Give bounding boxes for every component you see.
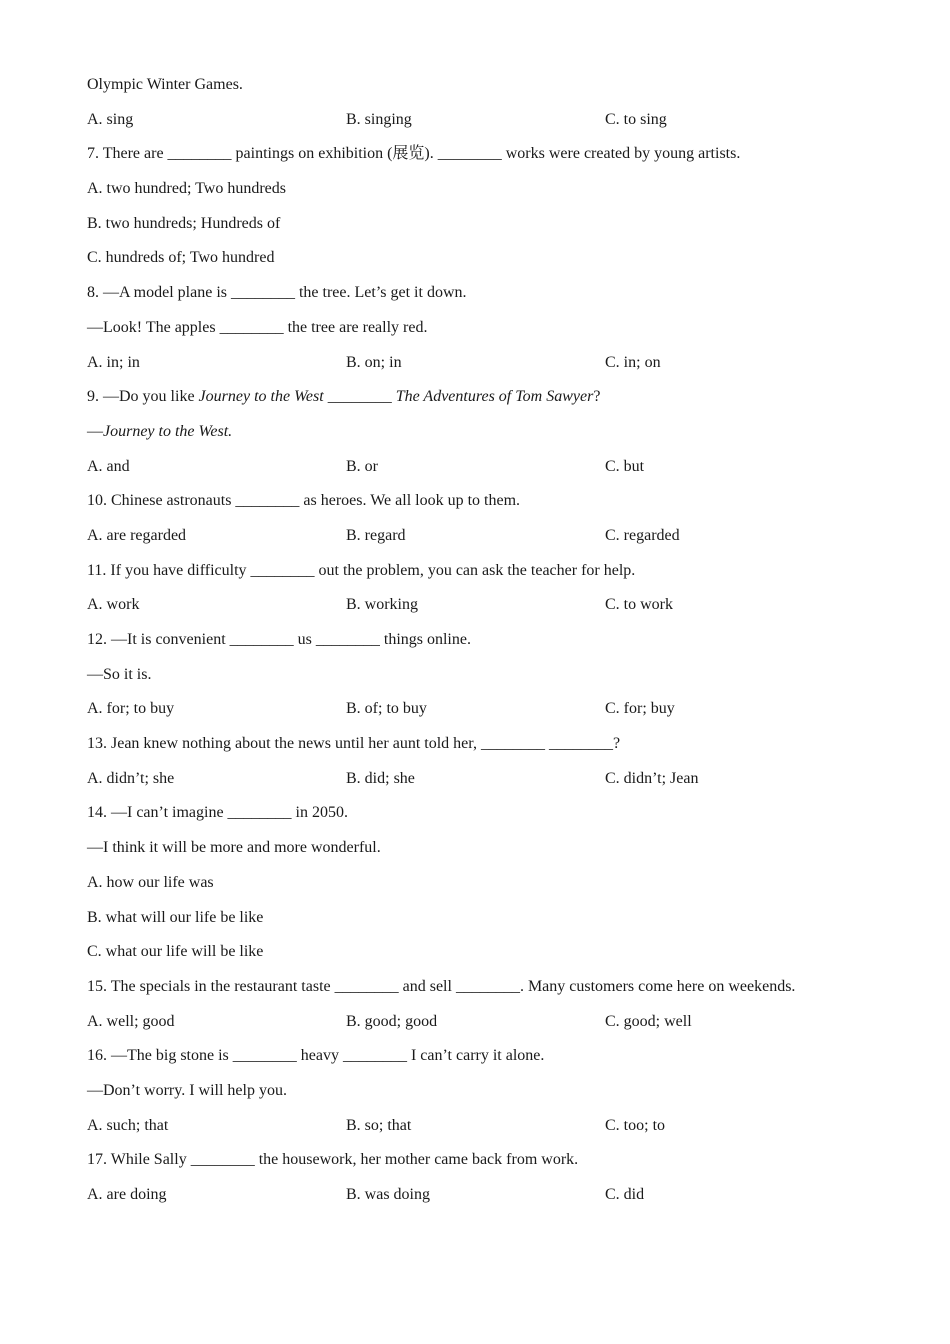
option-c: C. for; buy — [605, 700, 675, 718]
q13-options — [87, 762, 877, 797]
option-b: B. working — [346, 596, 418, 614]
q17-options — [87, 1178, 877, 1213]
option-a: A. didn’t; she — [87, 769, 175, 787]
q16-options — [87, 1109, 877, 1144]
option-a: A. work — [87, 596, 140, 614]
q16-stem: 16. —The big stone is ________ heavy ________ I can’t carry it alone. — [87, 1047, 545, 1065]
option-a: A. two hundred; Two hundreds — [87, 180, 287, 198]
option-b: B. singing — [346, 110, 412, 128]
q6-options — [87, 103, 877, 138]
q15-stem: 15. The specials in the restaurant taste ________ and sell ________. Many customers come here on weekends. — [87, 977, 796, 995]
question-list — [87, 68, 877, 1213]
q12-stem-reply: —So it is. — [87, 665, 152, 683]
option-a: A. such; that — [87, 1116, 169, 1134]
option-a: A. are regarded — [87, 526, 187, 544]
option-c: C. too; to — [605, 1116, 666, 1134]
option-a: A. are doing — [87, 1186, 167, 1203]
option-b: B. so; that — [346, 1116, 412, 1134]
option-b: B. or — [346, 457, 378, 475]
option-c: C. didn’t; Jean — [605, 769, 699, 787]
option-c: C. to sing — [605, 110, 667, 128]
q13-stem: 13. Jean knew nothing about the news until her aunt told her, ________ ________? — [87, 735, 621, 753]
option-b: B. two hundreds; Hundreds of — [87, 214, 281, 232]
q10-stem: 10. Chinese astronauts ________ as heroes. We all look up to them. — [87, 492, 521, 510]
option-a: A. how our life was — [87, 873, 214, 891]
option-c: C. what our life will be like — [87, 943, 264, 961]
q17-stem: 17. While Sally ________ the housework, her mother came back from work. — [87, 1151, 579, 1169]
q9-title-2: The Adventures of Tom Sawyer — [395, 388, 594, 406]
q14-stem-reply: —I think it will be more and more wonderful. — [87, 839, 381, 857]
option-a: A. and — [87, 457, 130, 475]
q9-reply-dash: — — [87, 422, 103, 440]
q11-options — [87, 588, 877, 623]
option-c: C. hundreds of; Two hundred — [87, 249, 275, 267]
option-c: C. in; on — [605, 353, 661, 371]
q7-stem: 7. There are ________ paintings on exhibition (展览). ________ works were created by young artists. — [87, 145, 741, 163]
q9-stem — [87, 380, 877, 415]
option-b: B. on; in — [346, 353, 402, 371]
q9-title-1: Journey to the West — [198, 388, 324, 406]
q12-stem: 12. —It is convenient ________ us ________ things online. — [87, 631, 471, 648]
q14-stem: 14. —I can’t imagine ________ in 2050. — [87, 804, 348, 822]
option-b: B. did; she — [346, 769, 415, 787]
option-b: B. was doing — [346, 1186, 430, 1203]
q15-options — [87, 1005, 877, 1040]
option-c: C. good; well — [605, 1012, 692, 1030]
option-a: A. well; good — [87, 1012, 175, 1030]
option-b: B. regard — [346, 526, 406, 544]
option-a: A. for; to buy — [87, 700, 175, 718]
q9-prefix: 9. —Do you like — [87, 388, 199, 406]
option-b: B. what will our life be like — [87, 908, 264, 926]
continuation-text: Olympic Winter Games. — [87, 76, 243, 93]
option-b: B. good; good — [346, 1012, 438, 1030]
option-b: B. of; to buy — [346, 700, 427, 718]
option-a: A. sing — [87, 110, 134, 128]
q9-reply-title: Journey to the West. — [103, 422, 233, 440]
q9-reply — [87, 415, 877, 450]
q11-stem: 11. If you have difficulty ________ out the problem, you can ask the teacher for help. — [87, 561, 636, 579]
q9-blank: ________ — [323, 388, 396, 406]
q8-stem: 8. —A model plane is ________ the tree. Let’s get it down. — [87, 284, 467, 302]
q12-options — [87, 692, 877, 727]
option-c: C. but — [605, 457, 645, 475]
q9-end: ? — [593, 388, 601, 406]
option-c: C. did — [605, 1186, 645, 1203]
q8-options — [87, 346, 877, 381]
option-c: C. regarded — [605, 526, 680, 544]
option-c: C. to work — [605, 596, 673, 614]
q8-stem-reply: —Look! The apples ________ the tree are really red. — [87, 318, 428, 336]
q16-stem-reply: —Don’t worry. I will help you. — [87, 1081, 287, 1099]
q10-options — [87, 519, 877, 554]
q9-options — [87, 450, 877, 485]
option-a: A. in; in — [87, 353, 140, 371]
